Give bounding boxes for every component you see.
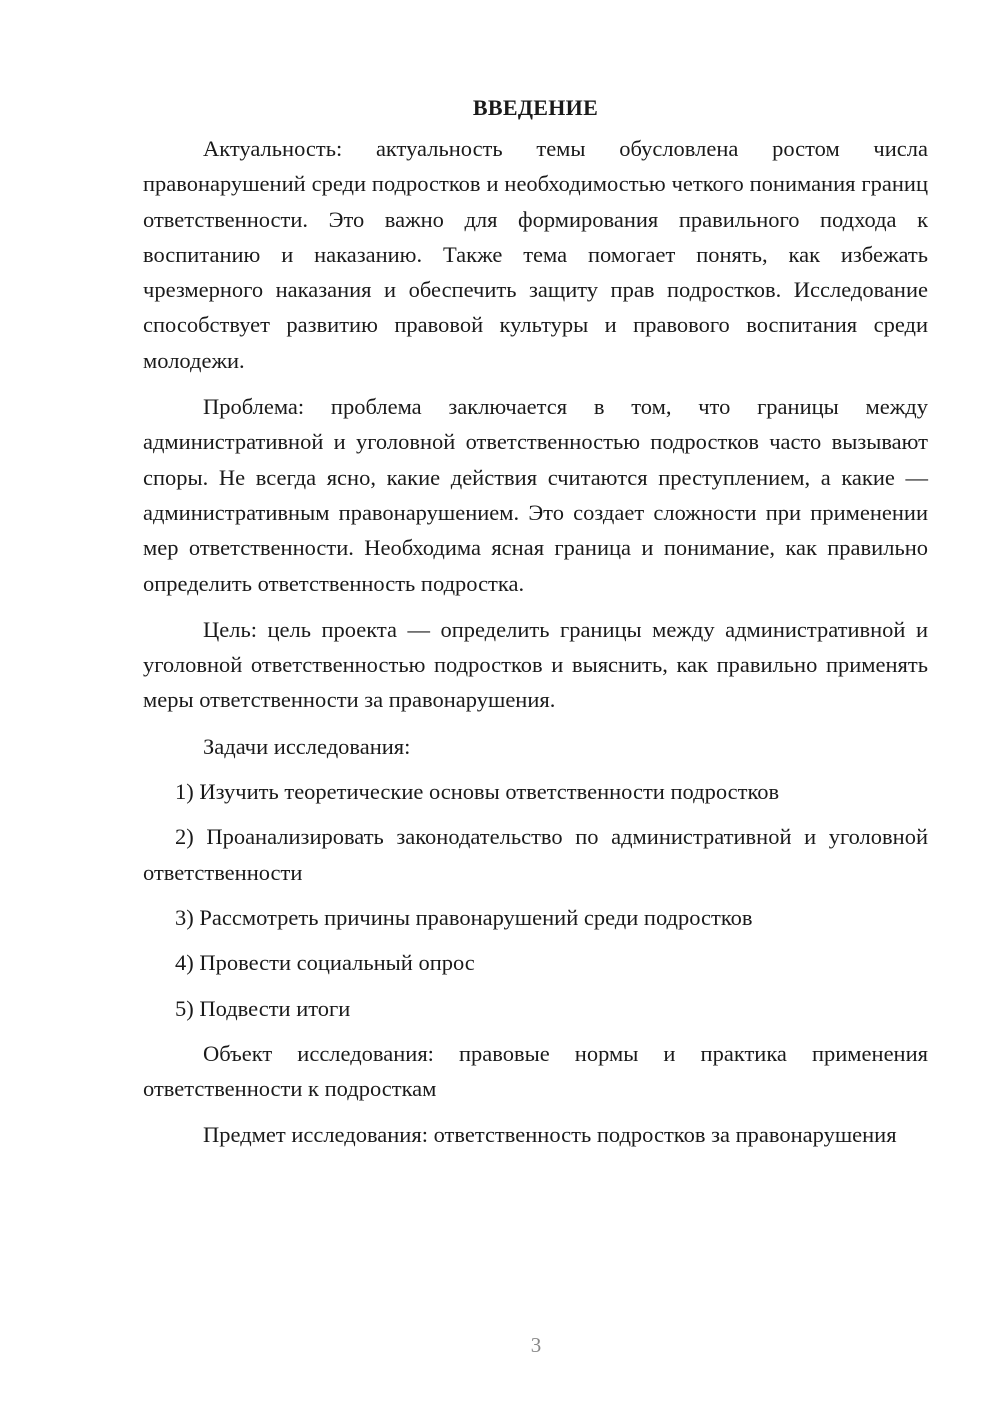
page-title: ВВЕДЕНИЕ	[472, 95, 599, 120]
page-number: 3	[530, 1333, 542, 1357]
document-body	[143, 90, 928, 1164]
paragraph-object: Объект исследования: правовые нормы и практика применения ответственности к подросткам	[143, 1040, 928, 1102]
paragraph-subject: Предмет исследования: ответственность подростков за правонарушения	[203, 1122, 897, 1148]
task-item: 4) Провести социальный опрос	[175, 950, 475, 976]
task-item: 1) Изучить теоретические основы ответственности подростков	[175, 779, 780, 805]
task-item: 3) Рассмотреть причины правонарушений среди подростков	[175, 904, 753, 930]
paragraph-relevance: Актуальность: актуальность темы обусловлена ростом числа правонарушений среди подростков и необходимостью четкого понимания границ ответственности. Это важно для формирования правильного подхода к воспитанию и наказанию. Также тема помогает понять, как избежать чрезмерного наказания и обеспечить защиту прав подростков. Исследование способствует развитию правовой культуры и правового воспитания среди молодежи.	[143, 136, 928, 373]
paragraph-goal: Цель: цель проекта — определить границы между административной и уголовной ответственностью подростков и выяснить, как правильно применять меры ответственности за правонарушения.	[143, 616, 928, 713]
paragraph-tasks-heading: Задачи исследования:	[203, 733, 411, 759]
paragraph-problem: Проблема: проблема заключается в том, что границы между административной и уголовной ответственностью подростков часто вызывают споры. Не всегда ясно, какие действия считаются преступлением, а какие — административным правонарушением. Это создает сложности при применении мер ответственности. Необходима ясная граница и понимание, как правильно определить ответственность подростка.	[143, 394, 928, 596]
task-item: 5) Подвести итоги	[175, 995, 351, 1021]
task-item: 2) Проанализировать законодательство по административной и уголовной ответственности	[143, 824, 928, 885]
